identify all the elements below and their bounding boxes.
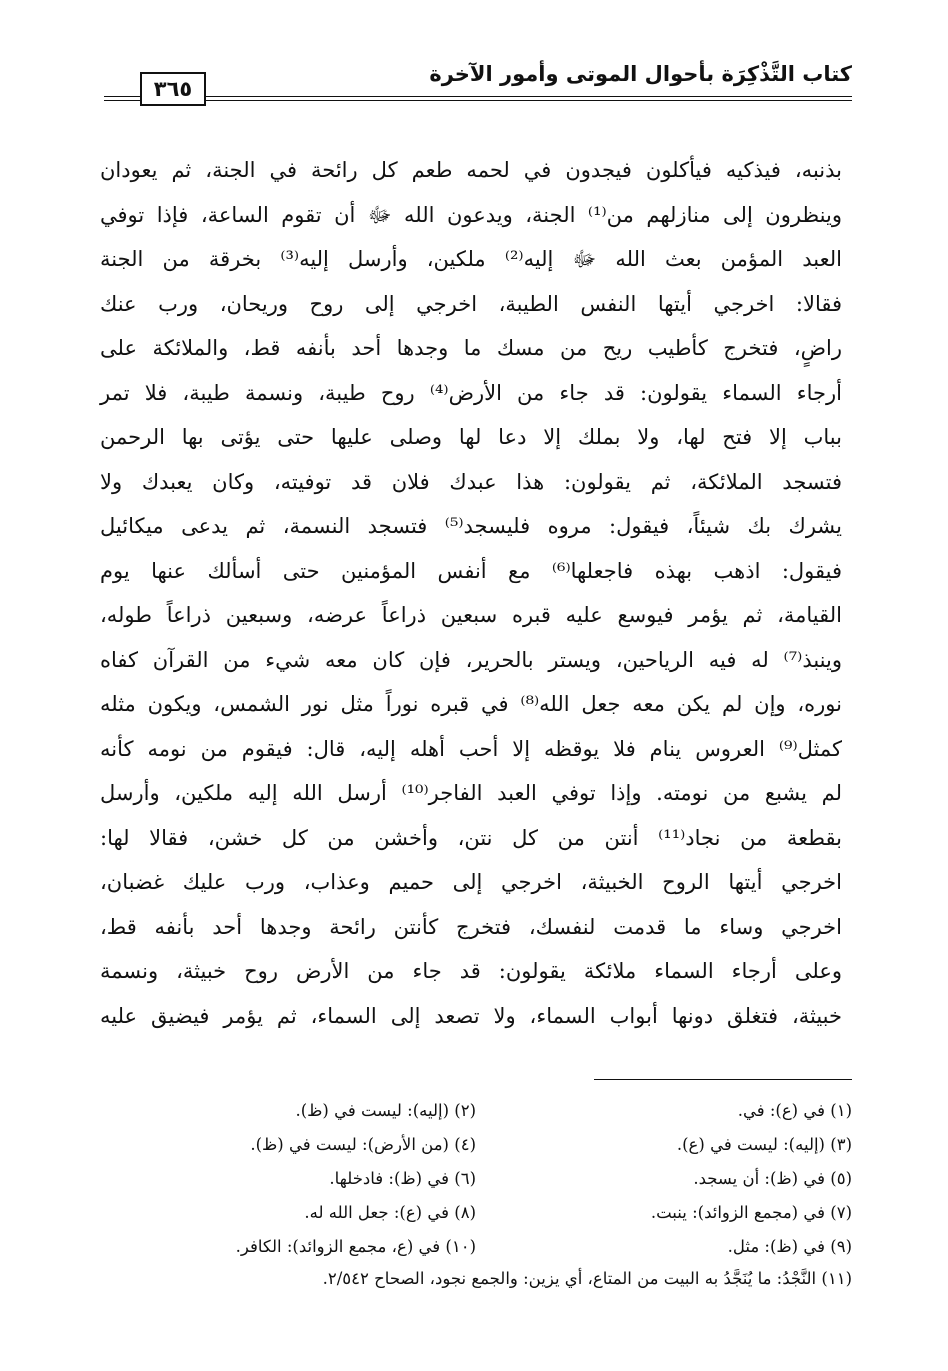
book-title: كتاب التَّذْكِرَة بأحوال الموتى وأمور الآخرة — [429, 62, 852, 86]
text-line: وعلى أرجاء السماء ملائكة يقولون: قد جاء من الأرض روح خبيثة، ونسمة — [100, 959, 842, 983]
text-line: فقالا: اخرجي أيتها النفس الطيبة، اخرجي إلى روح وريحان، ورب عنك — [100, 291, 842, 316]
footnote: (١) في (ع): في. — [737, 1101, 852, 1120]
header-rule — [104, 96, 852, 97]
text-line: اخرجي وساء ما قدمت لنفسك، فتخرج كأنتن رائحة وجدها أحد بأنفه قط، — [100, 914, 842, 939]
footnote-separator — [594, 1079, 852, 1080]
footnote: (٩) في (ظ): مثل. — [727, 1237, 852, 1256]
page-number: ٣٦٥ — [140, 72, 206, 106]
text-line: بقطعة من نجاد⁽¹¹⁾ أنتن من كل نتن، وأخشن من كل خشن، فقالا لها: — [100, 825, 843, 850]
footnote-row — [100, 1196, 852, 1230]
footnote: (٣) (إليه): ليست في (ع). — [676, 1135, 852, 1154]
header-rule-secondary — [104, 100, 852, 101]
footnote-row — [100, 1094, 852, 1128]
footnote: (٢) (إليه): ليست في (ظ). — [295, 1101, 476, 1120]
text-line: كمثل⁽⁹⁾ العروس ينام فلا يوقظه إلا أحب أهله إليه، قال: فيقوم من نومه كأنه — [100, 736, 842, 761]
footnote: (٧) في (مجمع الزوائد): ينبت. — [650, 1203, 852, 1222]
text-line: نوره، وإن لم يكن معه جعل الله⁽⁸⁾ في قبره نوراً مثل نور الشمس، ويكون مثله — [100, 692, 842, 716]
text-line: وينبذ⁽⁷⁾ له فيه الرياحين، ويستر بالحرير، فإن كان معه شيء من القرآن كفاه — [100, 647, 842, 672]
text-line: اخرجي أيتها الروح الخبيثة، اخرجي إلى حميم وعذاب، ورب عليك غضبان، — [100, 870, 842, 894]
text-line: القيامة، ثم يؤمر فيوسع عليه قبره سبعين ذراعاً عرضه، وسبعين ذراعاً طوله، — [100, 603, 842, 627]
body-text — [100, 148, 842, 1038]
text-line: فيقول: اذهب بهذه فاجعلها⁽⁶⁾ مع أنفس المؤمنين حتى أسألك عنها يوم — [100, 558, 843, 583]
text-line: بذنبه، فيذكيه فيأكلون فيجدون في لحمه طعم كل رائحة في الجنة، ثم يعودان — [100, 158, 842, 182]
text-line: وينظرون إلى منازلهم من⁽¹⁾ الجنة، ويدعون الله ﷻ أن تقوم الساعة، فإذا توفي — [100, 202, 842, 227]
footnote: (٦) في (ظ): فادخلها. — [329, 1169, 476, 1188]
footnote: (٥) في (ظ): أن يسجد. — [693, 1169, 852, 1188]
footnote: (٤) (من الأرض): ليست في (ظ). — [250, 1135, 476, 1154]
footnote-row — [100, 1230, 852, 1264]
text-line: خبيثة، فتغلق دونها أبواب السماء، ولا تصعد إلى السماء، ثم يؤمر فيضيق عليه — [100, 1003, 842, 1028]
footnotes — [100, 1094, 852, 1298]
footnote: (١١) النَّجْدُ: ما يُنَجَّدُ به البيت من المتاع، أي يزين: والجمع نجود، الصحاح ٢/٥٤٢. — [322, 1269, 852, 1288]
text-line: العبد المؤمن بعث الله ﷻ إليه⁽²⁾ ملكين، وأرسل إليه⁽³⁾ بخرقة من الجنة — [100, 247, 843, 271]
text-line: أرجاء السماء يقولون: قد جاء من الأرض⁽⁴⁾ روح طيبة، ونسمة طيبة، فلا تمر — [100, 380, 842, 405]
text-line: بباب إلا فتح لها، ولا بملك إلا دعا لها وصلى عليها حتى يؤتى بها الرحمن — [100, 425, 842, 449]
footnote: (٨) في (ع): جعل الله له. — [304, 1203, 476, 1222]
text-line: يشرك بك شيئاً، فيقول: مروه فليسجد⁽⁵⁾ فتسجد النسمة، ثم يدعى ميكائيل — [100, 514, 842, 538]
footnote: (١٠) في (ع، مجمع الزوائد): الكافر. — [235, 1237, 476, 1256]
text-line: لم يشبع من نومته. وإذا توفي العبد الفاجر⁽¹⁰⁾ أرسل الله إليه ملكين، وأرسل — [100, 781, 842, 805]
footnote-row — [100, 1128, 852, 1162]
footnote-row — [100, 1162, 852, 1196]
text-line: راضٍ، فتخرج كأطيب ريح من مسك ما وجدها أحد بأنفه قط، والملائكة على — [100, 336, 842, 360]
text-line: فتسجد الملائكة، ثم يقولون: هذا عبدك فلان قد توفيته، وكان يعبدك ولا — [100, 469, 842, 494]
page-header — [104, 58, 852, 106]
